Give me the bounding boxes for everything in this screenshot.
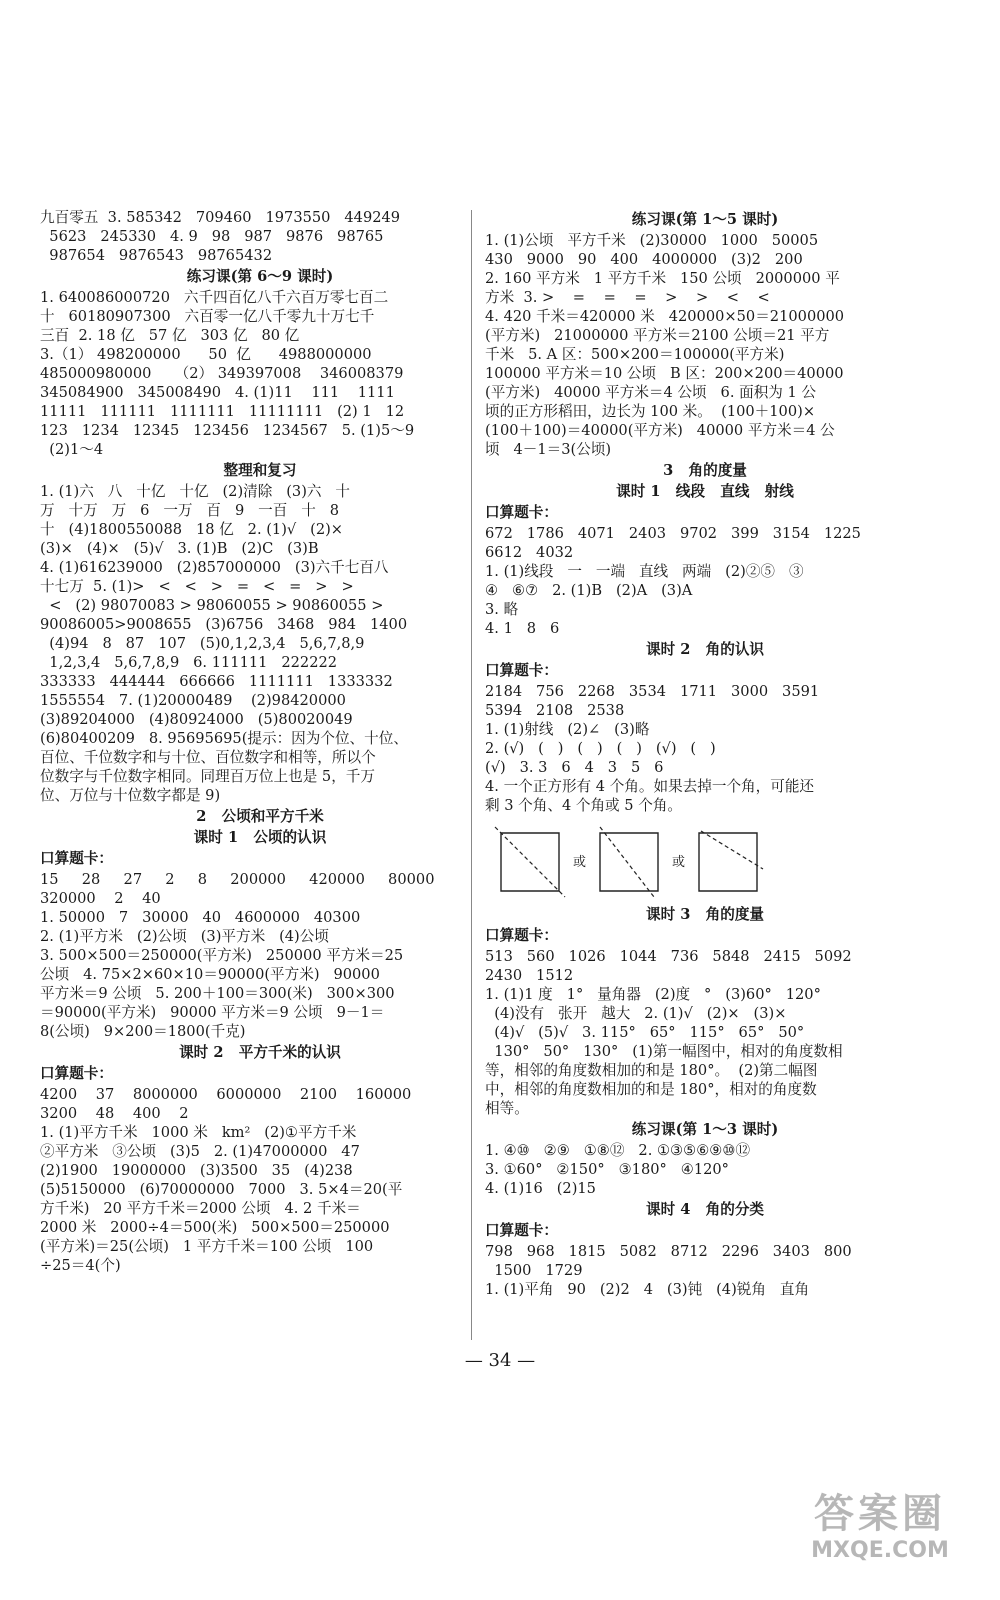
answer-line: 三百 2. 18 亿 57 亿 303 亿 80 亿 bbox=[40, 327, 300, 344]
answer-line: 十 60180907300 六百零一亿八千零九十万七千 bbox=[40, 308, 375, 325]
answer-line: 位数字与千位数字相同。同理百万位上也是 5，千万 bbox=[40, 768, 375, 785]
square-figure-2 bbox=[592, 825, 666, 899]
answer-line: 987654 9876543 98765432 bbox=[40, 247, 273, 264]
answer-line: 672 1786 4071 2403 9702 399 3154 1225 bbox=[485, 525, 861, 542]
answer-line: (3)× (4)× (5)√ 3. (1)B (2)C (3)B bbox=[40, 540, 319, 557]
answer-line: ④ ⑥⑦ 2. (1)B (2)A (3)A bbox=[485, 582, 693, 599]
section-heading: 练习课(第 1～3 课时) bbox=[631, 1121, 779, 1138]
section-heading: 练习课(第 1～5 课时) bbox=[631, 211, 779, 228]
column-divider bbox=[471, 210, 472, 1340]
answer-line: 百位、千位数字和与十位、百位数字和相等，所以个 bbox=[40, 749, 376, 766]
answer-line: 1. (1)平方千米 1000 米 km² (2)①平方千米 bbox=[40, 1124, 357, 1141]
answer-line: 方千米) 20 平方千米＝2000 公顷 4. 2 千米＝ bbox=[40, 1200, 361, 1217]
answer-line: 1. (1)1 度 1° 量角器 (2)度 ° (3)60° 120° bbox=[485, 986, 821, 1003]
answer-line: 公顷 4. 75×2×60×10＝90000(平方米) 90000 bbox=[40, 966, 380, 983]
answer-line: 4. (1)616239000 (2)857000000 (3)六千七百八 bbox=[40, 559, 389, 576]
answer-line: ÷25＝4(个) bbox=[40, 1257, 121, 1274]
oral-card-label: 口算题卡： bbox=[485, 504, 558, 521]
answer-line: 方米 3. > = = = > > < < bbox=[485, 289, 770, 306]
lesson-heading: 课时 1 线段 直线 射线 bbox=[616, 483, 794, 500]
answer-line: 1. (1)公顷 平方千米 (2)30000 1000 50005 bbox=[485, 232, 819, 249]
section-heading: 整理和复习 bbox=[223, 462, 297, 479]
answer-line: (4)√ (5)√ 3. 115° 65° 115° 65° 50° bbox=[485, 1024, 805, 1041]
answer-line: (2)1900 19000000 (3)3500 35 (4)238 bbox=[40, 1162, 353, 1179]
or-label: 或 bbox=[672, 854, 686, 870]
oral-card-label: 口算题卡： bbox=[485, 1222, 558, 1239]
answer-line: 1. 50000 7 30000 40 4600000 40300 bbox=[40, 909, 361, 926]
answer-line: 333333 444444 666666 1111111 1333332 bbox=[40, 673, 393, 690]
square-outline bbox=[600, 833, 658, 891]
answer-line: 4. (1)16 (2)15 bbox=[485, 1180, 596, 1197]
answer-line: 九百零五 3. 585342 709460 1973550 449249 bbox=[40, 209, 401, 226]
page-number: — 34 — bbox=[464, 1350, 536, 1371]
or-label: 或 bbox=[573, 854, 587, 870]
answer-line: 平方米＝9 公顷 5. 200＋100＝300(米) 300×300 bbox=[40, 985, 395, 1002]
answer-line: (√) 3. 3 6 4 3 5 6 bbox=[485, 759, 664, 776]
answer-line: 15 28 27 2 8 200000 420000 80000 bbox=[40, 871, 435, 888]
answer-line: (平方米) 21000000 平方米＝2100 公顷＝21 平方 bbox=[485, 327, 830, 344]
answer-line: < (2) 98070083 > 98060055 > 90860055 > bbox=[40, 597, 384, 614]
section-heading: 练习课(第 6～9 课时) bbox=[186, 268, 334, 285]
answer-line: 1555554 7. (1)20000489 (2)98420000 bbox=[40, 692, 346, 709]
right-column bbox=[485, 208, 925, 1299]
answer-line: (6)80400209 8. 95695695(提示：因为个位、十位、 bbox=[40, 730, 408, 747]
answer-line: 430 9000 90 400 4000000 (3)2 200 bbox=[485, 251, 803, 268]
answer-line: 1. (1)六 八 十亿 十亿 (2)清除 (3)六 十 bbox=[40, 483, 351, 500]
answer-line: 2. 160 平方米 1 平方千米 150 公顷 2000000 平 bbox=[485, 270, 840, 287]
answer-line: 等，相邻的角度数相加的和是 180°。 (2)第二幅图 bbox=[485, 1062, 818, 1079]
answer-line: 中，相邻的角度数相加的和是 180°，相对的角度数 bbox=[485, 1081, 817, 1098]
answer-line: 4200 37 8000000 6000000 2100 160000 bbox=[40, 1086, 412, 1103]
answer-line: 剩 3 个角、4 个角或 5 个角。 bbox=[485, 797, 682, 814]
answer-line: 3. 略 bbox=[485, 601, 519, 618]
answer-line: 798 968 1815 5082 8712 2296 3403 800 bbox=[485, 1243, 852, 1260]
answer-line: 345084900 345008490 4. (1)11 111 1111 bbox=[40, 384, 395, 401]
answer-line: 1. (1)平角 90 (2)2 4 (3)钝 (4)锐角 直角 bbox=[485, 1281, 810, 1298]
answer-line: 1. (1)射线 (2)∠ (3)略 bbox=[485, 721, 650, 738]
square-outline bbox=[699, 833, 757, 891]
answer-line: 320000 2 40 bbox=[40, 890, 161, 907]
answer-line: ＝90000(平方米) 90000 平方米＝9 公顷 9－1＝ bbox=[40, 1004, 385, 1021]
answer-line: 485000980000 （2） 349397008 346008379 bbox=[40, 365, 404, 382]
answer-line: 90086005>9008655 (3)6756 3468 984 1400 bbox=[40, 616, 408, 633]
cut-line bbox=[701, 831, 763, 869]
lesson-heading: 课时 2 角的认识 bbox=[645, 641, 765, 658]
answer-line: 100000 平方米＝10 公顷 B 区：200×200＝40000 bbox=[485, 365, 844, 382]
square-corner-figures bbox=[493, 825, 925, 899]
answer-line: 1. (1)线段 一 一端 直线 两端 (2)②⑤ ③ bbox=[485, 563, 804, 580]
answer-line: 5394 2108 2538 bbox=[485, 702, 625, 719]
oral-card-label: 口算题卡： bbox=[485, 662, 558, 679]
oral-card-label: 口算题卡： bbox=[485, 927, 558, 944]
answer-line: (3)89204000 (4)80924000 (5)80020049 bbox=[40, 711, 353, 728]
answer-line: 顷 4－1＝3(公顷) bbox=[485, 441, 612, 458]
answer-line: 1500 1729 bbox=[485, 1262, 583, 1279]
watermark-logo-text: 答案圈 bbox=[814, 1491, 946, 1537]
answer-line: 2430 1512 bbox=[485, 967, 574, 984]
answer-line: 万 十万 万 6 一万 百 9 一百 十 8 bbox=[40, 502, 340, 519]
answer-line: 5623 245330 4. 9 98 987 9876 98765 bbox=[40, 228, 384, 245]
answer-line: 十七万 5. (1)> < < > = < = > > bbox=[40, 578, 354, 595]
answer-line: (4)94 8 87 107 (5)0,1,2,3,4 5,6,7,8,9 bbox=[40, 635, 365, 652]
answer-line: 1. ④⑩ ②⑨ ①⑧⑫ 2. ①③⑤⑥⑨⑩⑫ bbox=[485, 1142, 751, 1159]
answer-line: (5)5150000 (6)70000000 7000 3. 5×4＝20(平 bbox=[40, 1181, 403, 1198]
lesson-heading: 课时 4 角的分类 bbox=[645, 1201, 765, 1218]
answer-line: 123 1234 12345 123456 1234567 5. (1)5～9 bbox=[40, 422, 415, 439]
square-figure-3 bbox=[691, 825, 765, 899]
answer-line: ②平方米 ③公顷 (3)5 2. (1)47000000 47 bbox=[40, 1143, 360, 1160]
answer-line: 3.（1） 498200000 50 亿 4988000000 bbox=[40, 346, 372, 363]
watermark bbox=[780, 1490, 980, 1570]
answer-line: 4. 1 8 6 bbox=[485, 620, 560, 637]
lesson-heading: 课时 2 平方千米的认识 bbox=[179, 1044, 341, 1061]
answer-line: 2000 米 2000÷4＝500(米) 500×500＝250000 bbox=[40, 1219, 390, 1236]
cut-line bbox=[600, 827, 654, 897]
answer-line: 相等。 bbox=[485, 1100, 529, 1117]
answer-line: (2)1～4 bbox=[40, 441, 104, 458]
section-heading: 2 公顷和平方千米 bbox=[196, 808, 324, 825]
answer-line: 513 560 1026 1044 736 5848 2415 5092 bbox=[485, 948, 852, 965]
answer-line: 3. ①60° ②150° ③180° ④120° bbox=[485, 1161, 729, 1178]
answer-line: 顷的正方形稻田，边长为 100 米。 (100＋100)× bbox=[485, 403, 816, 420]
answer-line: 1. 640086000720 六千四百亿八千六百万零七百二 bbox=[40, 289, 389, 306]
lesson-heading: 课时 1 公顷的认识 bbox=[193, 829, 327, 846]
section-heading: 3 角的度量 bbox=[663, 462, 747, 479]
answer-line: 1,2,3,4 5,6,7,8,9 6. 111111 222222 bbox=[40, 654, 338, 671]
answer-line: (平方米) 40000 平方米＝4 公顷 6. 面积为 1 公 bbox=[485, 384, 817, 401]
answer-line: (平方米)＝25(公顷) 1 平方千米＝100 公顷 100 bbox=[40, 1238, 374, 1255]
oral-card-label: 口算题卡： bbox=[40, 850, 113, 867]
square-figure-1 bbox=[493, 825, 567, 899]
answer-line: 2184 756 2268 3534 1711 3000 3591 bbox=[485, 683, 820, 700]
answer-line: 6612 4032 bbox=[485, 544, 574, 561]
answer-line: 4. 420 千米＝420000 米 420000×50＝21000000 bbox=[485, 308, 845, 325]
answer-line: 十 (4)1800550088 18 亿 2. (1)√ (2)× bbox=[40, 521, 344, 538]
answer-line: 4. 一个正方形有 4 个角。如果去掉一个角，可能还 bbox=[485, 778, 815, 795]
oral-card-label: 口算题卡： bbox=[40, 1065, 113, 1082]
answer-line: 千米 5. A 区：500×200＝100000(平方米) bbox=[485, 346, 785, 363]
answer-line: 11111 111111 1111111 11111111 (2) 1 12 bbox=[40, 403, 405, 420]
answer-line: 2. (1)平方米 (2)公顷 (3)平方米 (4)公顷 bbox=[40, 928, 329, 945]
left-column bbox=[40, 208, 480, 1275]
watermark-url: MXQE.COM bbox=[811, 1538, 949, 1563]
answer-line: (4)没有 张开 越大 2. (1)√ (2)× (3)× bbox=[485, 1005, 787, 1022]
answer-line: 位、万位与十位数字都是 9) bbox=[40, 787, 221, 804]
answer-line: 8(公顷) 9×200＝1800(千克) bbox=[40, 1023, 246, 1040]
cut-line bbox=[495, 827, 565, 897]
answer-line: 2. (√) ( ) ( ) ( ) (√) ( ) bbox=[485, 740, 716, 757]
answer-line: 3. 500×500＝250000(平方米) 250000 平方米＝25 bbox=[40, 947, 404, 964]
answer-line: 130° 50° 130° (1)第一幅图中，相对的角度数相 bbox=[485, 1043, 843, 1060]
lesson-heading: 课时 3 角的度量 bbox=[645, 906, 765, 923]
answer-line: (100＋100)＝40000(平方米) 40000 平方米＝4 公 bbox=[485, 422, 835, 439]
answer-line: 3200 48 400 2 bbox=[40, 1105, 189, 1122]
